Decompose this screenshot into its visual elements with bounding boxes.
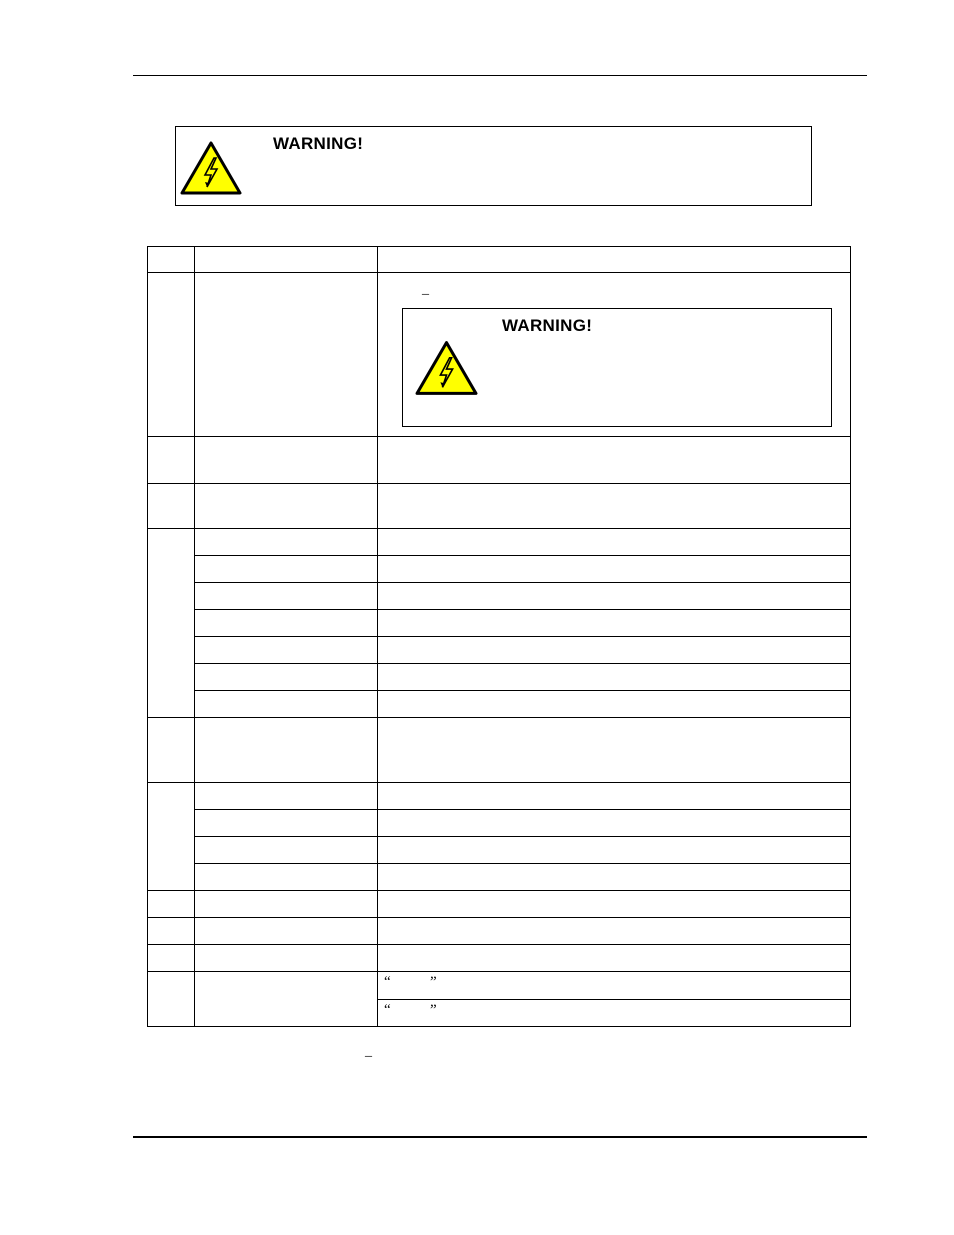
warning-title: WARNING!	[273, 134, 364, 153]
table-cell	[378, 945, 851, 972]
table-cell	[378, 484, 851, 529]
table-row	[148, 583, 851, 610]
table-row	[148, 529, 851, 556]
table-cell	[195, 837, 378, 864]
table-cell	[195, 437, 378, 484]
table-cell	[378, 529, 851, 556]
table-cell	[148, 718, 195, 783]
table-row	[148, 273, 851, 437]
table-row	[148, 918, 851, 945]
table-row	[148, 718, 851, 783]
table-header-row	[148, 247, 851, 273]
table-cell	[378, 972, 851, 1000]
table-cell	[378, 664, 851, 691]
table-cell	[378, 556, 851, 583]
high-voltage-warning-icon	[179, 140, 243, 196]
table-row	[148, 691, 851, 718]
close-quote: ”	[430, 974, 437, 990]
table-cell	[148, 273, 195, 437]
table-cell	[148, 437, 195, 484]
table-cell	[148, 247, 195, 273]
specification-table	[147, 246, 851, 1027]
table-row	[148, 972, 851, 1000]
warning-box	[175, 126, 812, 206]
inner-warning-title: WARNING!	[502, 316, 593, 335]
table-cell	[378, 610, 851, 637]
table-cell	[195, 664, 378, 691]
table-cell	[378, 273, 851, 437]
table-cell	[378, 718, 851, 783]
table-row	[148, 837, 851, 864]
table-cell	[195, 864, 378, 891]
table-cell	[148, 972, 195, 1027]
open-quote: “	[384, 1002, 391, 1018]
quoted-value	[384, 974, 437, 991]
table-cell	[378, 637, 851, 664]
table-cell	[195, 945, 378, 972]
table-cell	[195, 691, 378, 718]
table-row	[148, 783, 851, 810]
table-row	[148, 664, 851, 691]
table-cell	[378, 864, 851, 891]
table-cell	[195, 556, 378, 583]
quoted-value	[384, 1002, 437, 1019]
table-row	[148, 891, 851, 918]
table-cell	[195, 610, 378, 637]
table-cell	[148, 783, 195, 891]
table-cell	[148, 891, 195, 918]
table-cell	[195, 529, 378, 556]
table-row	[148, 437, 851, 484]
underscore-mark: _	[422, 282, 429, 297]
table-row	[148, 864, 851, 891]
table-row	[148, 945, 851, 972]
table-cell	[378, 891, 851, 918]
table-cell	[195, 783, 378, 810]
close-quote: ”	[430, 1002, 437, 1018]
open-quote: “	[384, 974, 391, 990]
table-row	[148, 484, 851, 529]
table-cell	[378, 918, 851, 945]
table-cell	[195, 583, 378, 610]
table-cell	[378, 247, 851, 273]
table-cell	[195, 247, 378, 273]
table-cell	[195, 972, 378, 1027]
table-row	[148, 637, 851, 664]
table-cell	[378, 837, 851, 864]
table-cell	[378, 810, 851, 837]
footer-rule	[133, 1136, 867, 1138]
table-cell	[378, 1000, 851, 1027]
table-cell	[148, 918, 195, 945]
table-cell	[195, 637, 378, 664]
table-cell	[148, 529, 195, 718]
table-cell	[378, 437, 851, 484]
table-cell	[195, 718, 378, 783]
table-row	[148, 556, 851, 583]
table-cell	[148, 945, 195, 972]
table-cell	[378, 783, 851, 810]
table-cell	[195, 918, 378, 945]
header-rule	[133, 75, 867, 76]
table-cell	[195, 273, 378, 437]
table-cell	[195, 891, 378, 918]
table-cell	[195, 484, 378, 529]
table-cell	[148, 484, 195, 529]
table-cell	[378, 583, 851, 610]
inner-warning-box	[402, 308, 832, 427]
high-voltage-warning-icon	[414, 339, 479, 397]
table-row	[148, 610, 851, 637]
table-cell	[195, 810, 378, 837]
footnote-mark: _	[365, 1044, 372, 1059]
table-cell	[378, 691, 851, 718]
table-row	[148, 810, 851, 837]
